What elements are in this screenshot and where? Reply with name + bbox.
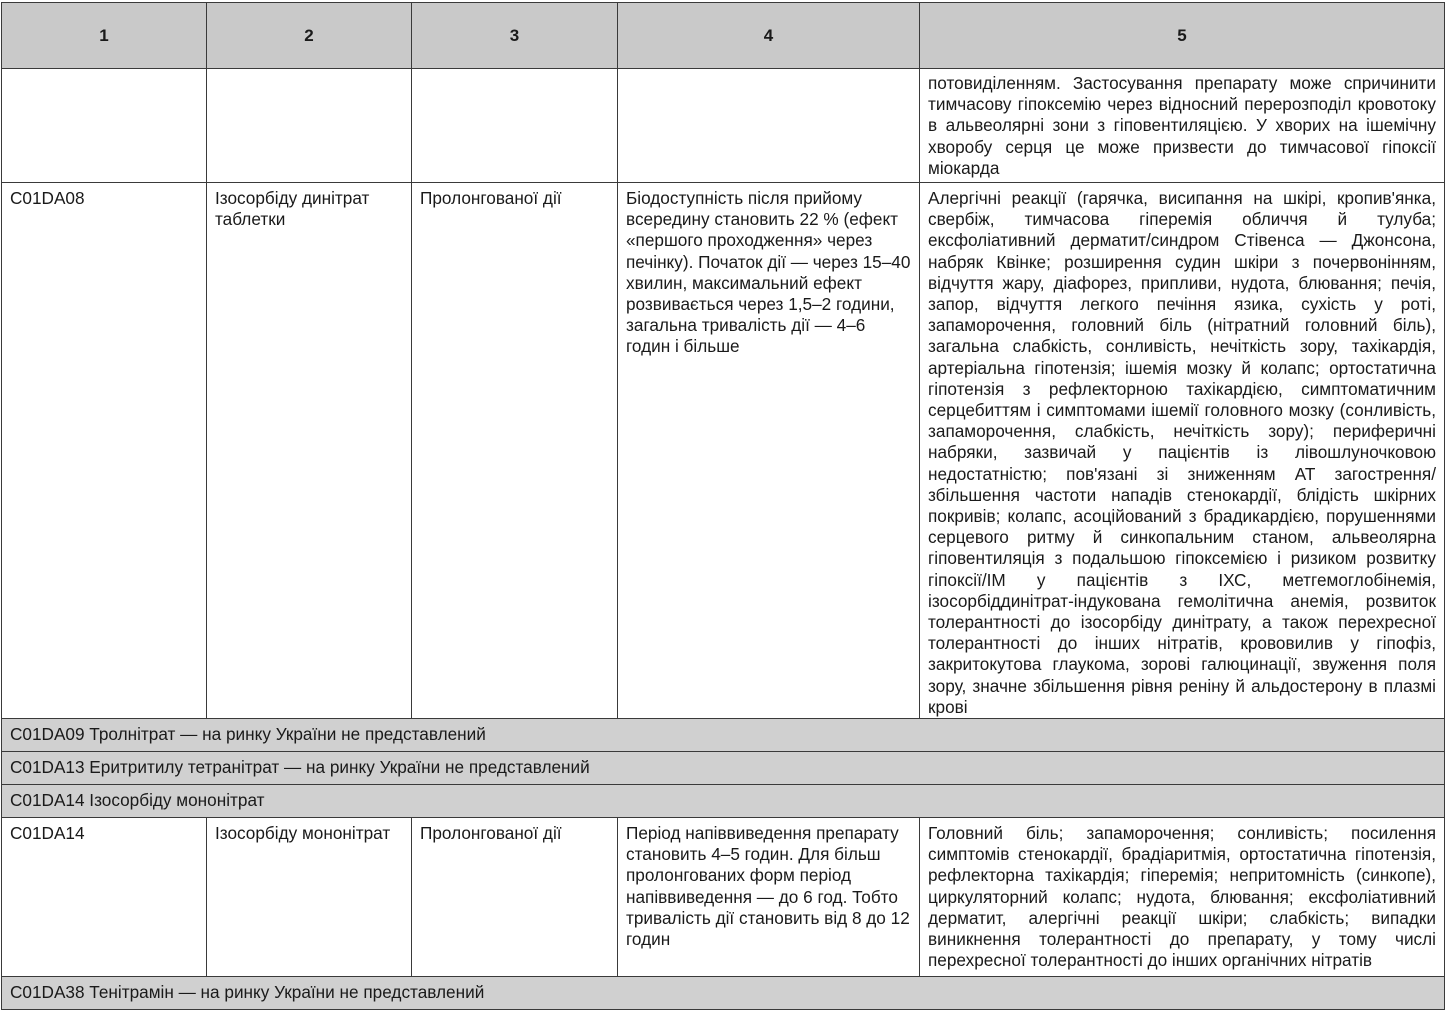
cell-form — [412, 69, 618, 183]
cell-pharmacokinetics: Період напіввиведення препарату становить 4–5 годин. Для більш пролонгованих форм період напіввиведення — до 6 год. Тобто тривалість дії становить від 8 до 12 годин — [618, 818, 920, 977]
group-row — [2, 752, 1445, 785]
group-row — [2, 719, 1445, 752]
cell-name: Ізосорбіду динітрат таблетки — [207, 183, 412, 719]
cell-name: Ізосорбіду мононітрат — [207, 818, 412, 977]
table-row — [2, 69, 1445, 183]
cell-form: Пролонгованої дії — [412, 818, 618, 977]
group-label: C01DA09 Тролнітрат — на ринку України не представлений — [2, 719, 1445, 752]
cell-name — [207, 69, 412, 183]
header-col-1: 1 — [2, 3, 207, 69]
header-row — [2, 3, 1445, 69]
header-col-2: 2 — [207, 3, 412, 69]
table-row — [2, 183, 1445, 719]
cell-pharmacokinetics: Біодоступність після прийому всередину становить 22 % (ефект «першого проходження» через печінку). Початок дії — через 15–40 хвилин, максимальний ефект розвивається через 1,5–2 години, загальна тривалість дії — 4–6 годин і більше — [618, 183, 920, 719]
cell-pharmacokinetics — [618, 69, 920, 183]
cell-code — [2, 69, 207, 183]
group-row — [2, 785, 1445, 818]
cell-side-effects: потовиділенням. Застосування препарату може спричинити тимчасову гіпоксемію через відносний перерозподіл кровотоку в альвеолярні зони з гіповентиляцією. У хворих на ішемічну хворобу серця це може призвести до тимчасової гіпоксії міокарда — [920, 69, 1445, 183]
header-col-4: 4 — [618, 3, 920, 69]
group-label: C01DA14 Ізосорбіду мононітрат — [2, 785, 1445, 818]
cell-side-effects: Алергічні реакції (гарячка, висипання на шкірі, кропив'янка, свербіж, тимчасова гіперемія обличчя й тулуба; ексфоліативний дерматит/синдром Стівенса — Джонсона, набряк Квінке; розширення судин шкіри з почервонінням, відчуття жару, діафорез, припливи, нудота, блювання; печія, запор, відчуття легкого печіння язика, сухість у роті, запаморочення, головний біль (нітратний головний біль), загальна слабкість, сонливість, нечіткість зору, тахікардія, артеріальна гіпотензія; ішемія мозку й колапс; ортостатична гіпотензія з рефлекторною тахікардією, симптоматичним серцебиттям і симптомами ішемії головного мозку (сонливість, запаморочення, слабкість, нечіткість зору); периферичні набряки, зазвичай у пацієнтів із лівошлуночковою недостатністю; пов'язані зі зниженням АТ загострення/збільшення частоти нападів стенокардії, блідість шкірних покривів; колапс, асоційований з брадикардією, порушеннями серцевого ритму й синкопальним станом, альвеолярна гіповентиляція з подальшою гіпоксемією і ризиком розвитку гіпоксії/ІМ у пацієнтів з ІХС, метгемоглобінемія, ізосорбіддинітрат-індукована гемолітична анемія, розвиток толерантності до ізосорбіду динітрату, а також перехресної толерантності до інших нітратів, крововилив у гіпофіз, закритокутова глаукома, зорові галюцинації, звуження поля зору, значне збільшення рівня реніну й альдостерону в плазмі крові — [920, 183, 1445, 719]
drug-table — [1, 2, 1445, 1010]
cell-form: Пролонгованої дії — [412, 183, 618, 719]
header-col-3: 3 — [412, 3, 618, 69]
group-row — [2, 977, 1445, 1010]
table-row — [2, 818, 1445, 977]
cell-code: C01DA14 — [2, 818, 207, 977]
header-col-5: 5 — [920, 3, 1445, 69]
cell-code: C01DA08 — [2, 183, 207, 719]
group-label: C01DA13 Еритритилу тетранітрат — на ринку України не представлений — [2, 752, 1445, 785]
group-label: C01DA38 Тенітрамін — на ринку України не представлений — [2, 977, 1445, 1010]
cell-side-effects: Головний біль; запаморочення; сонливість; посилення симптомів стенокардії, брадіаритмія, ортостатична гіпотензія, рефлекторна тахікардія; гіперемія; непритомність (синкопе), циркуляторний колапс; нудота, блювання; ексфоліативний дерматит, алергічні реакції шкіри; слабкість; випадки виникнення толерантності до препарату, у тому числі перехресної толерантності до інших органічних нітратів — [920, 818, 1445, 977]
